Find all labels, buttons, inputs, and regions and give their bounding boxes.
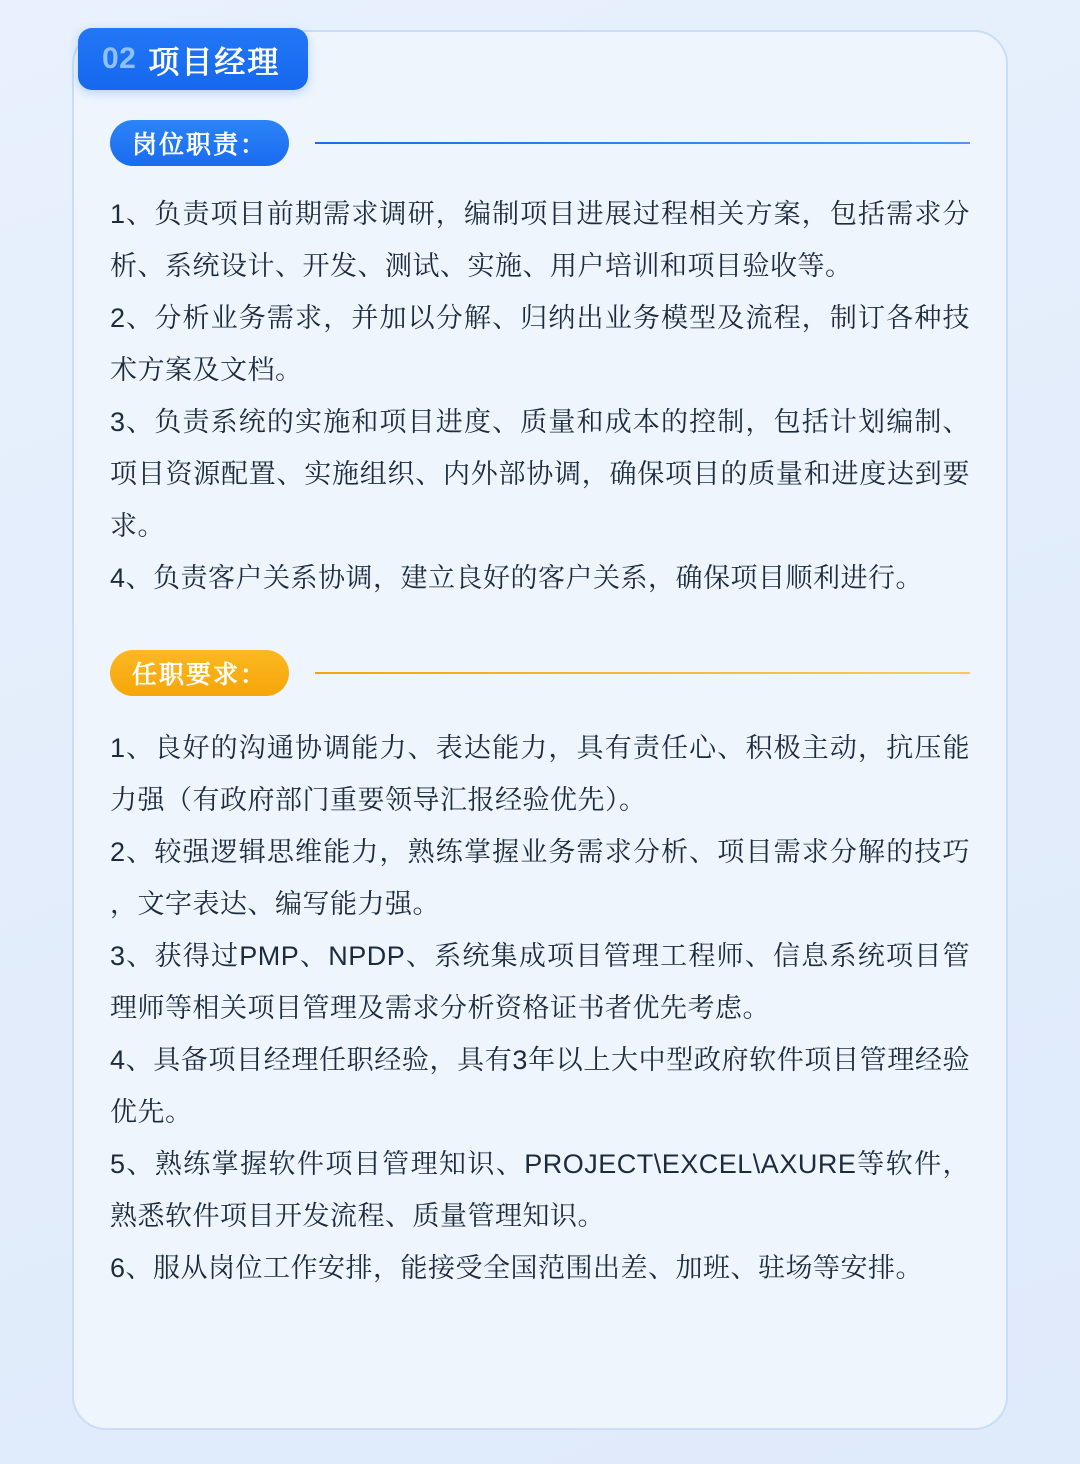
list-item: 4、负责客户关系协调，建立良好的客户关系，确保项目顺利进行。	[110, 563, 924, 593]
requirements-list	[110, 722, 970, 1294]
section-title: 项目经理	[148, 44, 281, 80]
list-item: 3、负责系统的实施和项目进度、质量和成本的控制，包括计划编制、项目资源配置、实施组织、内外部协调，确保项目的质量和进度达到要求。	[110, 407, 970, 541]
content-area	[110, 116, 970, 1294]
list-item: 4、具备项目经理任职经验，具有3年以上大中型政府软件项目管理经验优先。	[110, 1045, 970, 1127]
requirements-heading-pill: 任职要求：	[110, 650, 289, 696]
list-item: 2、分析业务需求，并加以分解、归纳出业务模型及流程，制订各种技术方案及文档。	[110, 303, 970, 385]
list-item: 1、负责项目前期需求调研，编制项目进展过程相关方案，包括需求分析、系统设计、开发、测试、实施、用户培训和项目验收等。	[110, 199, 970, 281]
duties-heading-pill: 岗位职责：	[110, 120, 289, 166]
section-number: 02	[102, 42, 137, 75]
duties-divider	[315, 142, 970, 144]
duties-list	[110, 188, 970, 604]
duties-block	[110, 120, 970, 604]
section-tag	[78, 28, 308, 90]
list-item: 5、熟练掌握软件项目管理知识、PROJECT\EXCEL\AXURE等软件，熟悉软件项目开发流程、质量管理知识。	[110, 1149, 970, 1231]
list-item: 3、获得过PMP、NPDP、系统集成项目管理工程师、信息系统项目管理师等相关项目管理及需求分析资格证书者优先考虑。	[110, 941, 970, 1023]
list-item: 6、服从岗位工作安排，能接受全国范围出差、加班、驻场等安排。	[110, 1253, 924, 1283]
list-item: 2、较强逻辑思维能力，熟练掌握业务需求分析、项目需求分解的技巧 ，文字表达、编写能力强。	[110, 837, 970, 919]
requirements-divider	[315, 672, 970, 674]
requirements-header	[110, 650, 970, 696]
list-item: 1、良好的沟通协调能力、表达能力，具有责任心、积极主动，抗压能力强（有政府部门重要领导汇报经验优先）。	[110, 733, 970, 815]
requirements-block	[110, 650, 970, 1294]
duties-header	[110, 120, 970, 166]
